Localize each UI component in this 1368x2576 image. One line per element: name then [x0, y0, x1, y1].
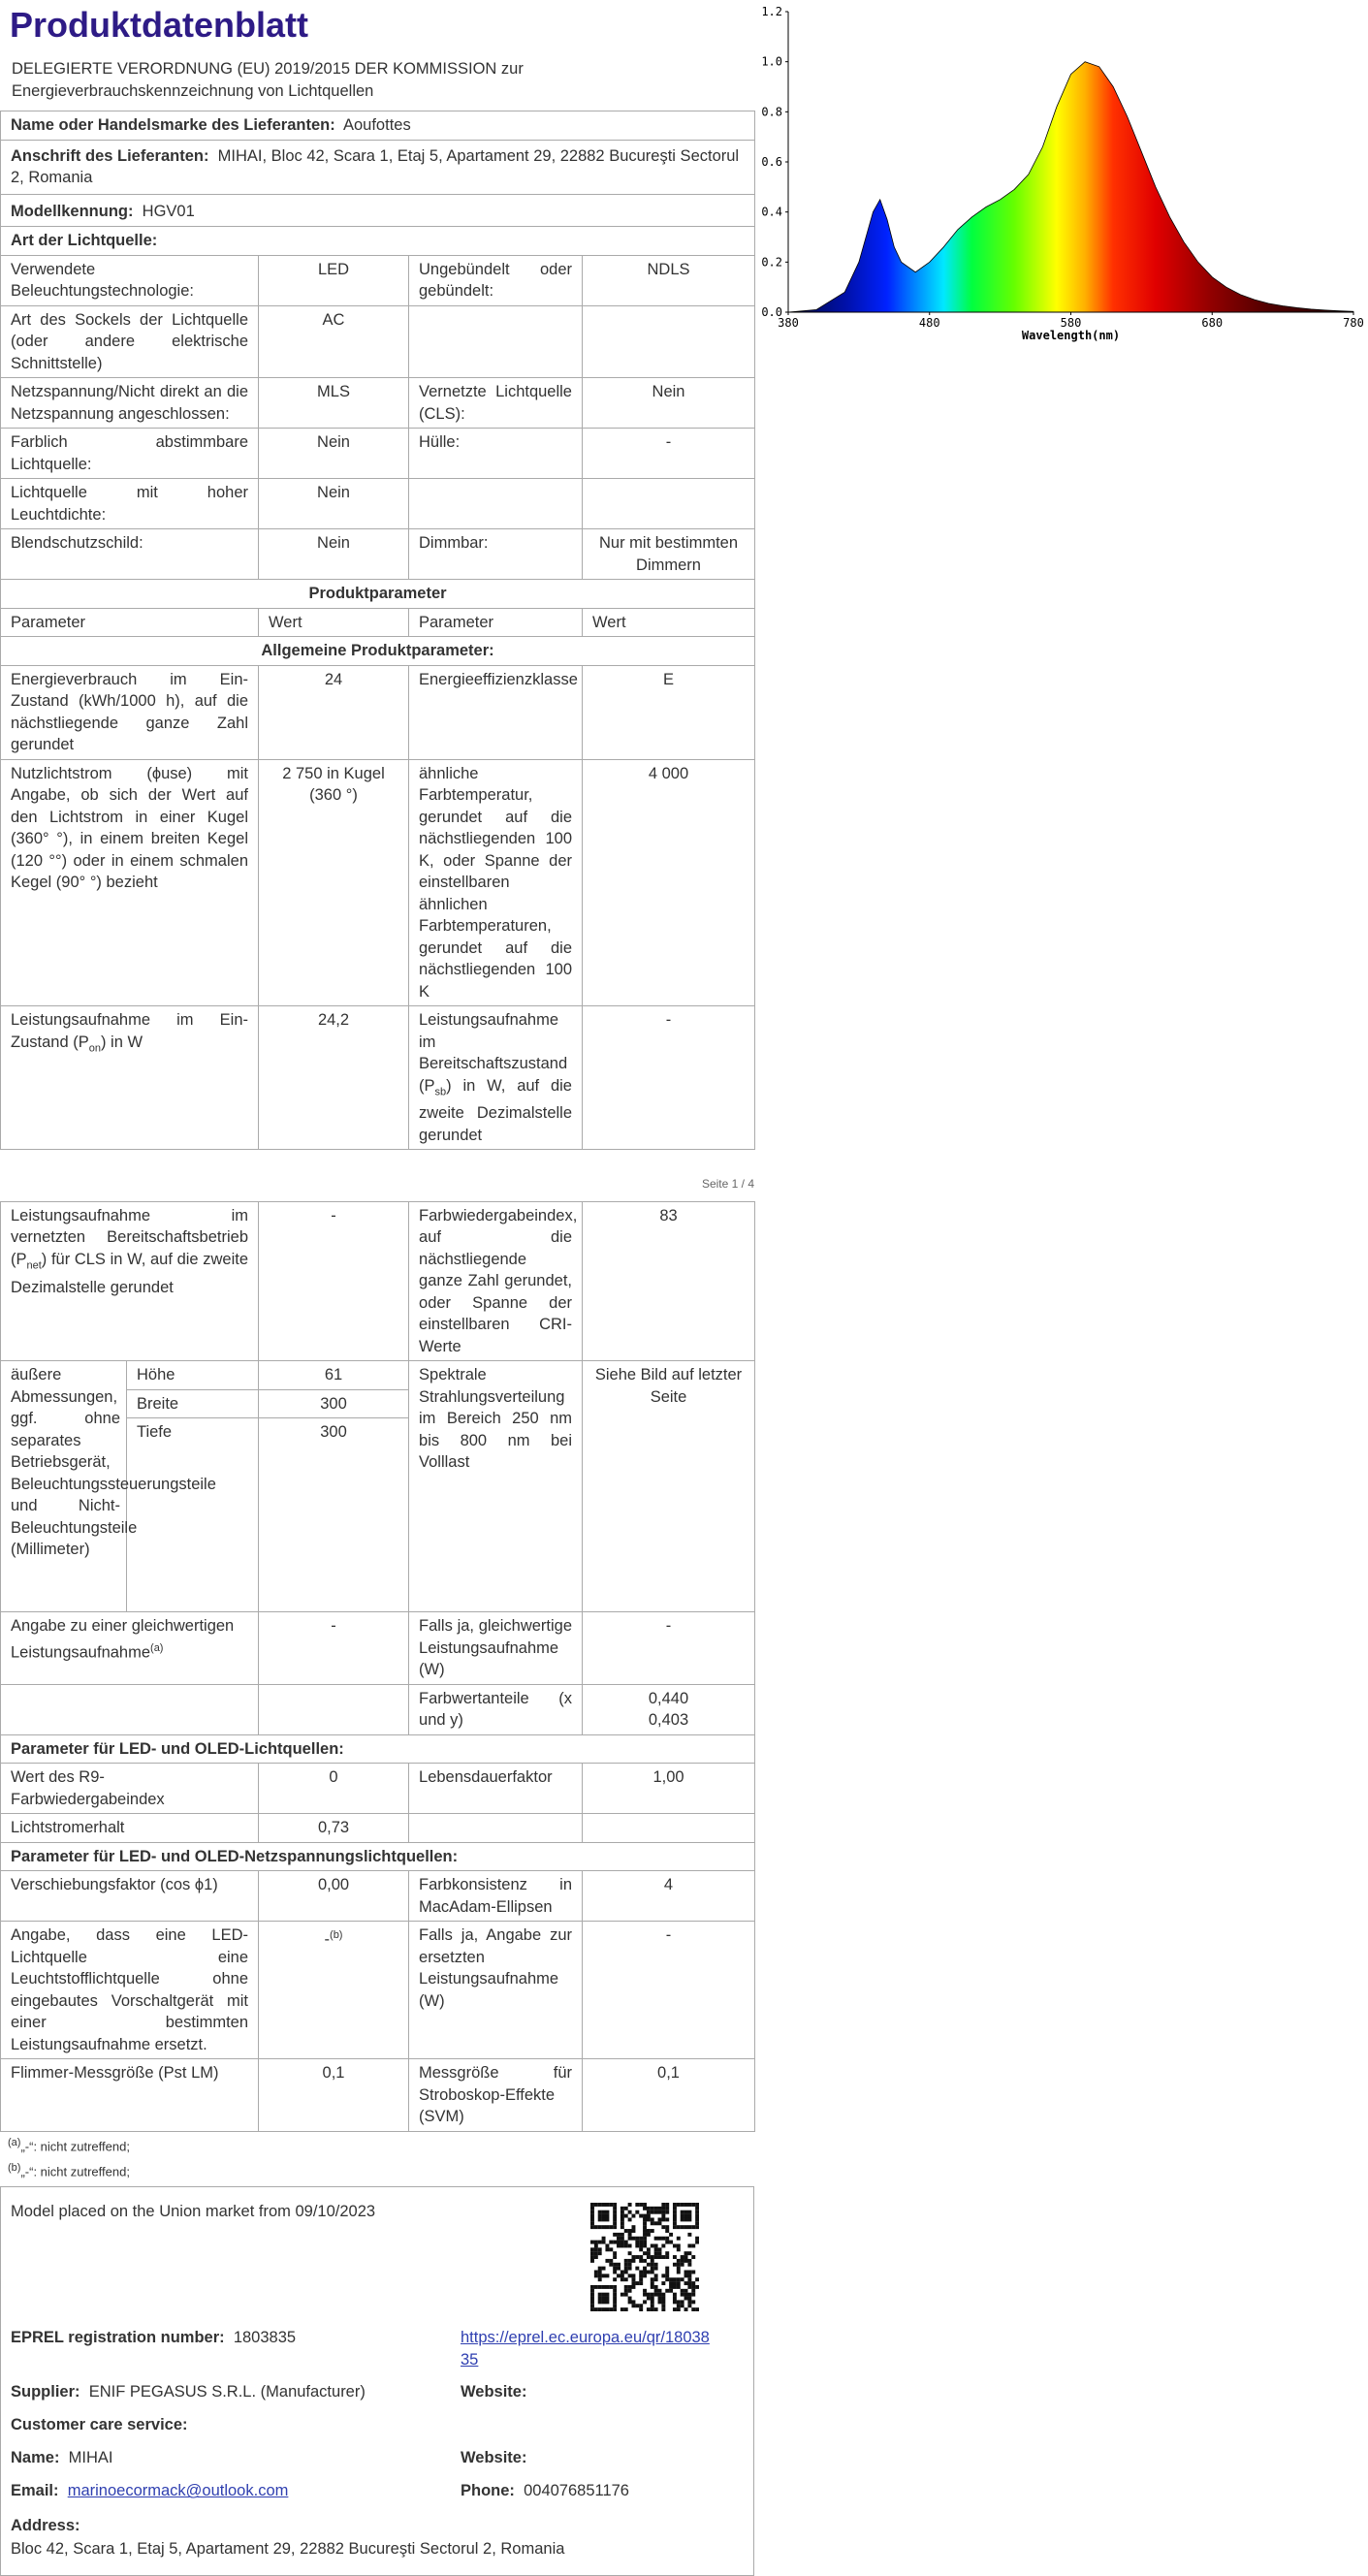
life-value: 1,00	[583, 1764, 755, 1814]
lightsource-label: Lichtquelle mit hoher Leuchtdichte:	[1, 479, 259, 529]
market-date: Model placed on the Union market from 09/10/2023	[11, 2203, 376, 2221]
macadam-label: Farbkonsistenz in MacAdam-Ellipsen	[409, 1871, 583, 1922]
col-header-value-2: Wert	[583, 608, 755, 637]
pnet-label: Leistungsaufnahme im vernetzten Bereitschaftsbetrieb $(P_{net})$ für CLS in W, auf die zweite Dezimalstelle gerundet	[1, 1201, 259, 1361]
lightsource-value: Nein	[259, 429, 409, 479]
param-label: Energieeffizienzklasse	[409, 665, 583, 759]
supplier-name-value: Aoufottes	[342, 116, 411, 134]
light-type-heading: Art der Lichtquelle:	[1, 227, 755, 256]
param-value: 2 750 in Kugel (360 °)	[259, 759, 409, 1006]
general-param-row	[1, 665, 755, 759]
lightsource-row	[1, 479, 755, 529]
lightsource-rows	[1, 255, 755, 580]
lightsource-label: Vernetzte Lichtquelle (CLS):	[409, 378, 583, 429]
y-tick-label: 0.0	[761, 305, 782, 319]
website2-label: Website:	[461, 2449, 527, 2467]
col-header-value: Wert	[259, 608, 409, 637]
macadam-value: 4	[583, 1871, 755, 1922]
lightsource-label	[409, 305, 583, 378]
lightsource-value: Nein	[259, 479, 409, 529]
y-tick-label: 1.2	[761, 5, 782, 18]
dim-depth-label: Tiefe	[127, 1418, 259, 1612]
col-header-param: Parameter	[1, 608, 259, 637]
supplier-address-row	[1, 140, 755, 194]
page-number: Seite 1 / 4	[701, 1177, 754, 1192]
mls-params-heading: Parameter für LED- und OLED-Netzspannungslichtquellen:	[1, 1842, 755, 1871]
empty-cell	[1, 1684, 259, 1734]
lightsource-value: LED	[259, 255, 409, 305]
eprel-box	[0, 2186, 754, 2576]
x-tick-label: 680	[1201, 316, 1224, 330]
general-params-heading: Allgemeine Produktparameter:	[1, 637, 755, 666]
cri-label: Farbwiedergabeindex, auf die nächstliegende ganze Zahl gerundet, oder Spanne der einstellbaren CRI-Werte	[409, 1201, 583, 1361]
led-params-heading: Parameter für LED- und OLED-Lichtquellen:	[1, 1734, 755, 1764]
flicker-label: Flimmer-Messgröße (Pst LM)	[1, 2059, 259, 2132]
x-tick-label: 480	[918, 316, 940, 330]
chart-plot-area	[761, 5, 1364, 342]
contact-name: Name: MIHAI	[11, 2449, 113, 2467]
flicker-value: 0,1	[259, 2059, 409, 2132]
empty-cell	[409, 1814, 583, 1843]
supplier-address-label: Anschrift des Lieferanten:	[11, 146, 209, 165]
dim-height-label: Höhe	[127, 1361, 259, 1390]
lumen-label: Lichtstromerhalt	[1, 1814, 259, 1843]
chroma-label: Farbwertanteile (x und y)	[409, 1684, 583, 1734]
pnet-value: -	[259, 1201, 409, 1361]
lightsource-label: Art des Sockels der Lichtquelle (oder andere elektrische Schnittstelle)	[1, 305, 259, 378]
y-tick-label: 0.4	[761, 205, 782, 219]
param-value: 24	[259, 665, 409, 759]
customer-care-label: Customer care service:	[11, 2416, 188, 2434]
replace-value: -$^{(b)}$	[259, 1922, 409, 2059]
dims-label: äußere Abmessungen, ggf. ohne separates Betriebsgerät, Beleuchtungssteuerungsteile und Nicht-Beleuchtungsteile (Millimeter)	[1, 1361, 127, 1612]
strobo-label: Messgröße für Stroboskop-Effekte (SVM)	[409, 2059, 583, 2132]
pon-label: Leistungsaufnahme im Ein-Zustand $(P_{on})$ in W	[1, 1006, 259, 1150]
lightsource-row	[1, 255, 755, 305]
lightsource-value: NDLS	[583, 255, 755, 305]
replace2-label: Falls ja, Angabe zur ersetzten Leistungsaufnahme (W)	[409, 1922, 583, 2059]
equiv2-label: Falls ja, gleichwertige Leistungsaufnahme (W)	[409, 1612, 583, 1685]
lightsource-value: Nein	[583, 378, 755, 429]
lightsource-value: -	[583, 429, 755, 479]
address-label: Address:	[11, 2517, 80, 2535]
lightsource-label	[409, 479, 583, 529]
lightsource-value: Nur mit bestimmten Dimmern	[583, 529, 755, 580]
spectral-label: Spektrale Strahlungsverteilung im Bereich 250 nm bis 800 nm bei Volllast	[409, 1361, 583, 1612]
x-tick-label: 380	[778, 316, 799, 330]
param-label: Energieverbrauch im Ein-Zustand (kWh/1000 h), auf die nächstliegende ganze Zahl gerundet	[1, 665, 259, 759]
dim-width-label: Breite	[127, 1389, 259, 1418]
r9-value: 0	[259, 1764, 409, 1814]
email-link[interactable]: marinoecormack@outlook.com	[67, 2482, 289, 2500]
replace-label: Angabe, dass eine LED-Lichtquelle eine Leuchtstofflichtquelle ohne eingebautes Vorschaltgerät mit einer bestimmten Leistungsaufnahme ersetzt.	[1, 1922, 259, 2059]
lightsource-value	[583, 479, 755, 529]
cos-label: Verschiebungsfaktor (cos ϕ1)	[1, 1871, 259, 1922]
lightsource-value	[583, 305, 755, 378]
lightsource-label: Netzspannung/Nicht direkt an die Netzspannung angeschlossen:	[1, 378, 259, 429]
lightsource-label: Ungebündelt oder gebündelt:	[409, 255, 583, 305]
chroma-value: 0,440 0,403	[583, 1684, 755, 1734]
footnote-a: $^{(a)}$„-“: nicht zutreffend;	[8, 2136, 130, 2154]
dim-width-value: 300	[259, 1389, 409, 1418]
dim-depth-value: 300	[259, 1418, 409, 1612]
supplier-name-label: Name oder Handelsmarke des Lieferanten:	[11, 116, 335, 134]
y-tick-label: 0.8	[761, 105, 782, 119]
lightsource-label: Dimmbar:	[409, 529, 583, 580]
qr-code-icon[interactable]	[590, 2203, 699, 2311]
x-axis-label: Wavelength(nm)	[1021, 329, 1121, 342]
model-label: Modellkennung:	[11, 202, 134, 220]
eprel-reg: EPREL registration number: 1803835	[11, 2329, 297, 2347]
strobo-value: 0,1	[583, 2059, 755, 2132]
supplier-address-value: MIHAI, Bloc 42, Scara 1, Etaj 5, Apartament 29, 22882 Bucureşti Sectorul 2, Romania	[11, 146, 740, 186]
lightsource-label: Hülle:	[409, 429, 583, 479]
spectrum-chart	[756, 0, 1368, 359]
x-tick-label: 580	[1060, 316, 1082, 330]
r9-label: Wert des R9-Farbwiedergabeindex	[1, 1764, 259, 1814]
lightsource-row	[1, 378, 755, 429]
empty-cell	[259, 1684, 409, 1734]
param-label: Nutzlichtstrom (ϕuse) mit Angabe, ob sich der Wert auf den Lichtstrom in einer Kugel (360° °), in einem breiten Kegel (120 °°) oder in einem schmalen Kegel (90° °) bezieht	[1, 759, 259, 1006]
y-tick-label: 0.2	[761, 255, 782, 270]
lightsource-value: Nein	[259, 529, 409, 580]
psb-value: -	[583, 1006, 755, 1150]
col-header-param-2: Parameter	[409, 608, 583, 637]
lightsource-row	[1, 529, 755, 580]
address-value: Bloc 42, Scara 1, Etaj 5, Apartament 29, 22882 Bucureşti Sectorul 2, Romania	[11, 2540, 565, 2559]
param-value: 4 000	[583, 759, 755, 1006]
lightsource-label: Blendschutzschild:	[1, 529, 259, 580]
eprel-link-anchor[interactable]: https://eprel.ec.europa.eu/qr/1803835	[461, 2329, 710, 2369]
model-row	[1, 194, 755, 227]
lightsource-value: AC	[259, 305, 409, 378]
page-title: Produktdatenblatt	[10, 5, 309, 45]
page-subtitle: DELEGIERTE VERORDNUNG (EU) 2019/2015 DER KOMMISSION zur Energieverbrauchskennzeichnung von Lichtquellen	[12, 60, 524, 100]
param-value: E	[583, 665, 755, 759]
equiv-label: Angabe zu einer gleichwertigen Leistungsaufnahme$^{(a)}$	[1, 1612, 259, 1685]
lightsource-row	[1, 429, 755, 479]
spectrum-area	[788, 62, 1353, 312]
dim-height-value: 61	[259, 1361, 409, 1390]
lightsource-row	[1, 305, 755, 378]
cri-value: 83	[583, 1201, 755, 1361]
eprel-link[interactable]	[461, 2327, 713, 2370]
pon-value: 24,2	[259, 1006, 409, 1150]
general-param-rows	[1, 665, 755, 1006]
supplier-name-row	[1, 111, 755, 141]
lightsource-value: MLS	[259, 378, 409, 429]
spectral-value: Siehe Bild auf letzter Seite	[583, 1361, 755, 1612]
y-tick-label: 0.6	[761, 155, 782, 169]
equiv2-value: -	[583, 1612, 755, 1685]
params-heading: Produktparameter	[1, 580, 755, 609]
life-label: Lebensdauerfaktor	[409, 1764, 583, 1814]
supplier-table	[0, 111, 755, 1150]
psb-label: Leistungsaufnahme im Bereitschaftszustand $(P_{sb})$ in W, auf die zweite Dezimalstelle gerundet	[409, 1006, 583, 1150]
lightsource-label: Verwendete Beleuchtungstechnologie:	[1, 255, 259, 305]
footnote-b: $^{(b)}$„-“: nicht zutreffend;	[8, 2162, 130, 2179]
equiv-value: -	[259, 1612, 409, 1685]
param-label: ähnliche Farbtemperatur, gerundet auf die nächstliegenden 100 K, oder Spanne der einstellbaren ähnlichen Farbtemperaturen, gerundet auf die nächstliegenden 100 K	[409, 759, 583, 1006]
empty-cell	[583, 1814, 755, 1843]
replace2-value: -	[583, 1922, 755, 2059]
contact-phone: Phone: 004076851176	[461, 2482, 629, 2500]
supplier-line: Supplier: ENIF PEGASUS S.R.L. (Manufacturer)	[11, 2383, 366, 2401]
y-tick-label: 1.0	[761, 54, 782, 69]
cos-value: 0,00	[259, 1871, 409, 1922]
page2-table	[0, 1201, 755, 2132]
lumen-value: 0,73	[259, 1814, 409, 1843]
contact-email: Email: marinoecormack@outlook.com	[11, 2482, 289, 2500]
model-value: HGV01	[142, 202, 195, 220]
x-tick-label: 780	[1343, 316, 1364, 330]
website-label: Website:	[461, 2383, 527, 2401]
lightsource-label: Farblich abstimmbare Lichtquelle:	[1, 429, 259, 479]
general-param-row	[1, 759, 755, 1006]
